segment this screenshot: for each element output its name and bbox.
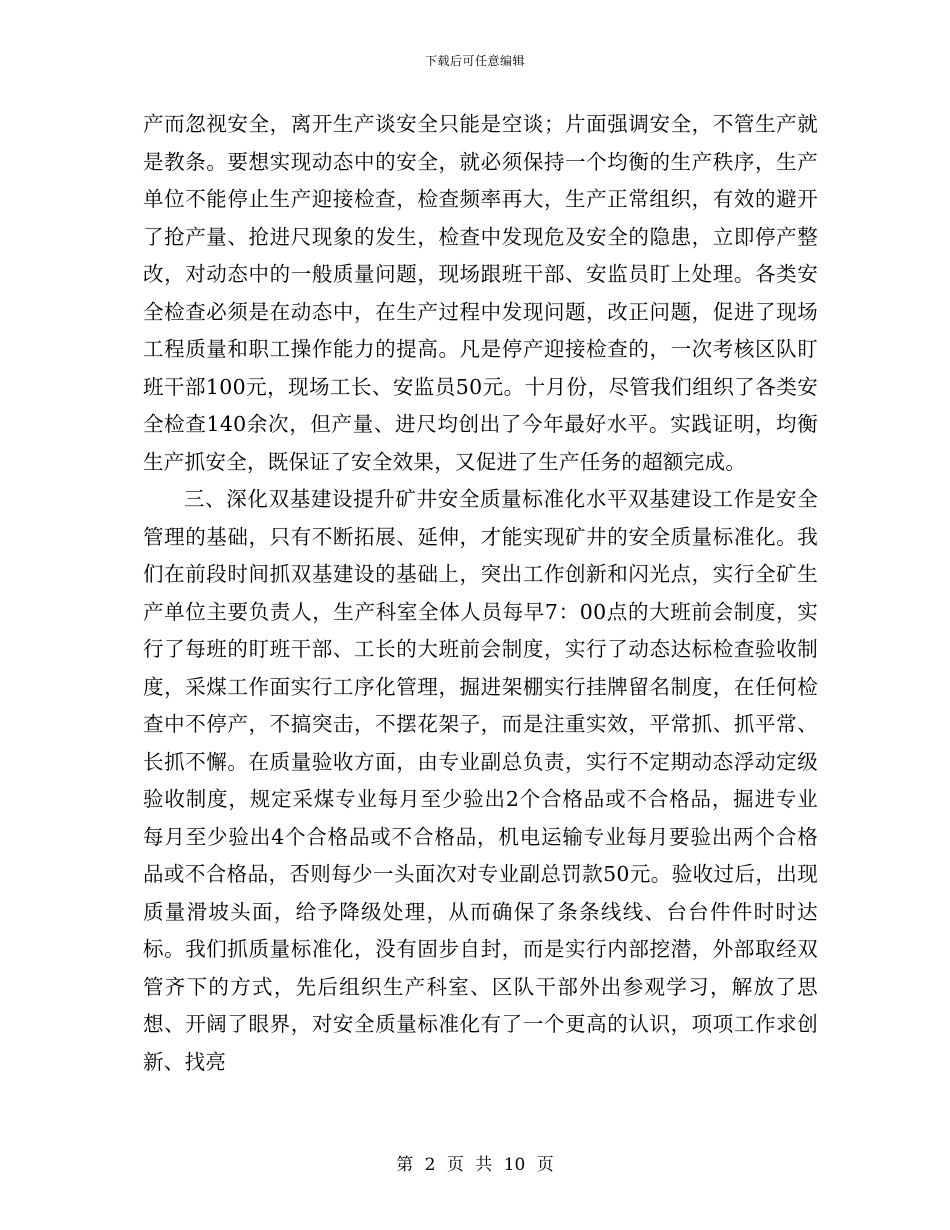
document-body [143,106,818,1081]
page-header: 下载后可任意编辑 [424,54,525,68]
page-number-footer: 第 2 页 共 10 页 [396,1155,554,1175]
paragraph-section-three: 三、深化双基建设提升矿井安全质量标准化水平双基建设工作是安全管理的基础，只有不断拓展、延伸，才能实现矿井的安全质量标准化。我们在前段时间抓双基建设的基础上，突出工作创新和闪光点，实行全矿生产单位主要负责人，生产科室全体人员每早7：00点的大班前会制度，实行了每班的盯班干部、工长的大班前会制度，实行了动态达标检查验收制度，采煤工作面实行工序化管理，掘进架棚实行挂牌留名制度，在任何检查中不停产，不搞突击，不摆花架子，而是注重实效，平常抓、抓平常、长抓不懈。在质量验收方面，由专业副总负责，实行不定期动态浮动定级验收制度，规定采煤专业每月至少验出2个合格品或不合格品，掘进专业每月至少验出4个合格品或不合格品，机电运输专业每月要验出两个合格品或不合格品，否则每少一头面次对专业副总罚款50元。验收过后，出现质量滑坡头面，给予降级处理，从而确保了条条线线、台台件件时时达标。我们抓质量标准化，没有固步自封，而是实行内部挖潜，外部取经双管齐下的方式，先后组织生产科室、区队干部外出参观学习，解放了思想、开阔了眼界，对安全质量标准化有了一个更高的认识，项项工作求创新、找亮 [143,487,818,1074]
paragraph-continuation: 产而忽视安全，离开生产谈安全只能是空谈；片面强调安全，不管生产就是教条。要想实现动态中的安全，就必须保持一个均衡的生产秩序，生产单位不能停止生产迎接检查，检查频率再大，生产正常组织，有效的避开了抢产量、抢进尺现象的发生，检查中发现危及安全的隐患，立即停产整改，对动态中的一般质量问题，现场跟班干部、安监员盯上处理。各类安全检查必须是在动态中，在生产过程中发现问题，改正问题，促进了现场工程质量和职工操作能力的提高。凡是停产迎接检查的，一次考核区队盯班干部100元，现场工长、安监员50元。十月份，尽管我们组织了各类安全检查140余次，但产量、进尺均创出了今年最好水平。实践证明，均衡生产抓安全，既保证了安全效果，又促进了生产任务的超额完成。 [143,112,818,474]
